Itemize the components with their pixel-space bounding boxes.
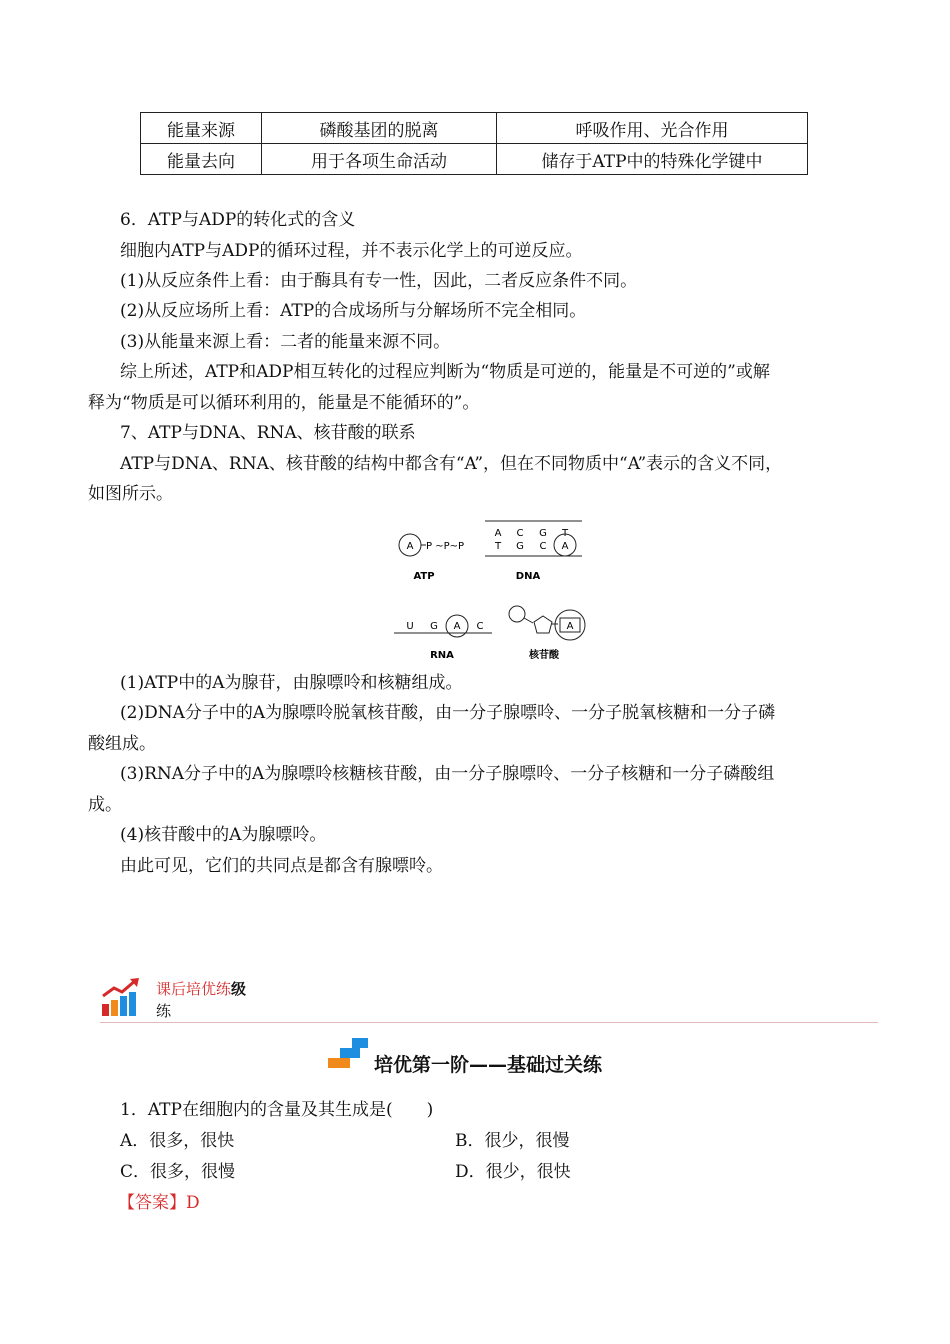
banner-title-black: 级 (231, 980, 247, 998)
section7-intro: ATP与DNA、RNA、核苷酸的结构中都含有“A”，但在不同物质中“A”表示的含义不同， (120, 454, 783, 474)
section7-conclusion: 由此可见，它们的共同点是都含有腺嘌呤。 (120, 856, 443, 876)
phosphate-circle (509, 606, 525, 622)
table-cell: 磷酸基团的脱离 (262, 113, 497, 144)
section6-point1: (1)从反应条件上看：由于酶具有专一性，因此，二者反应条件不同。 (120, 271, 638, 291)
section6-point2: (2)从反应场所上看：ATP的合成场所与分解场所不完全相同。 (120, 301, 587, 321)
banner-title (156, 978, 246, 999)
table-cell: 呼吸作用、光合作用 (497, 113, 808, 144)
dna-base: A (561, 541, 569, 552)
section7-point1: (1)ATP中的A为腺苷，由腺嘌呤和核糖组成。 (120, 673, 463, 693)
rna-base: G (430, 621, 438, 632)
stage-title: 培优第一阶——基础过关练 (374, 1054, 603, 1076)
atp-phosphate-chain: P ~P~P (426, 541, 465, 552)
option-d: D．很少，很快 (455, 1162, 571, 1182)
dna-base: A (494, 528, 502, 539)
section7-point4: (4)核苷酸中的A为腺嘌呤。 (120, 825, 327, 845)
section6-intro: 细胞内ATP与ADP的循环过程，并不表示化学上的可逆反应。 (120, 241, 583, 261)
pentose-pentagon (534, 616, 552, 633)
section7-heading: 7、ATP与DNA、RNA、核苷酸的联系 (120, 423, 416, 443)
option-a: A．很多，很快 (120, 1131, 235, 1151)
section6-heading: 6．ATP与ADP的转化式的含义 (120, 210, 356, 230)
rna-base: U (406, 621, 414, 632)
dna-base: C (516, 528, 524, 539)
banner-title-red: 课后培优练 (156, 980, 232, 998)
energy-table (140, 112, 808, 175)
dna-base: G (539, 528, 547, 539)
section7-point2: (2)DNA分子中的A为腺嘌呤脱氧核苷酸，由一分子腺嘌呤、一分子脱氧核糖和一分子磷 (120, 703, 776, 723)
question-stem: 1．ATP在细胞内的含量及其生成是( ) (120, 1100, 434, 1120)
atp-structure-diagram (380, 512, 610, 668)
section7-point3: (3)RNA分子中的A为腺嘌呤核糖核苷酸，由一分子腺嘌呤、一分子核糖和一分子磷酸组 (120, 764, 775, 784)
dna-base: G (516, 541, 524, 552)
table-cell: 能量来源 (141, 113, 262, 144)
table-row (141, 113, 808, 144)
section7-point3-cont: 成。 (88, 795, 122, 815)
dna-label: DNA (515, 571, 541, 582)
section6-summary-cont: 释为“物质是可以循环利用的，能量是不能循环的”。 (88, 393, 480, 413)
table-row (141, 144, 808, 175)
banner-title-line2: 练 (156, 1002, 172, 1020)
atp-label: ATP (413, 571, 435, 582)
nucleotide-label: 核苷酸 (529, 650, 559, 661)
table-cell: 储存于ATP中的特殊化学键中 (497, 144, 808, 175)
nucleotide-bond (524, 618, 533, 623)
dna-base: T (494, 541, 502, 552)
section6-point3: (3)从能量来源上看：二者的能量来源不同。 (120, 332, 451, 352)
section7-intro-cont: 如图所示。 (88, 484, 173, 504)
rna-label: RNA (430, 650, 454, 661)
rna-base: A (453, 621, 461, 632)
dna-base: T (561, 528, 569, 539)
growth-chart-icon (100, 976, 142, 1018)
atp-a-letter: A (406, 541, 414, 552)
section6-summary: 综上所述，ATP和ADP相互转化的过程应判断为“物质是可逆的，能量是不可逆的”或解 (120, 362, 770, 382)
table-cell: 用于各项生命活动 (262, 144, 497, 175)
table-cell: 能量去向 (141, 144, 262, 175)
nucleotide-a-letter: A (566, 621, 574, 632)
answer (118, 1191, 200, 1215)
stairs-icon (328, 1038, 370, 1070)
section7-point2-cont: 酸组成。 (88, 734, 156, 754)
banner-divider (100, 1022, 878, 1023)
answer-value: D (186, 1193, 200, 1213)
option-b: B．很少，很慢 (455, 1131, 570, 1151)
answer-label: 【答案】 (118, 1193, 186, 1213)
option-c: C．很多，很慢 (120, 1162, 236, 1182)
dna-base: C (539, 541, 547, 552)
rna-base: C (476, 621, 484, 632)
